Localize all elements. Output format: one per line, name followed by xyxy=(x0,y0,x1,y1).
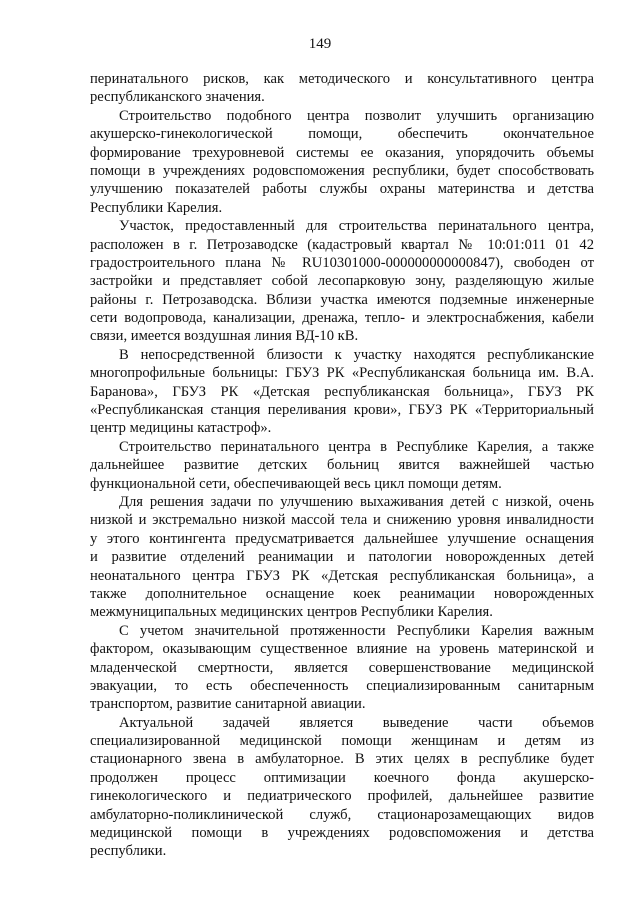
page-number: 149 xyxy=(308,36,332,52)
text-line: помощи в учреждениях родовспоможения республики, будет способствовать xyxy=(90,162,594,179)
text-line: градостроительного плана № RU10301000-000000000000847), свободен от xyxy=(90,254,594,271)
text-line: амбулаторно-поликлинической служб, стационарозамещающих видов xyxy=(90,806,594,823)
text-line: и развитие отделений реанимации и патологии новорожденных детей xyxy=(90,549,594,566)
text-line: функциональной сети, обеспечивающей весь цикл помощи детям. xyxy=(90,475,502,492)
text-line: многопрофильные больницы: ГБУЗ РК «Республиканская больница им. В.А. xyxy=(90,365,594,382)
text-line: связи, имеется воздушная линия ВД-10 кВ. xyxy=(90,328,359,345)
document-body xyxy=(90,70,594,861)
text-line: младенческой смертности, является совершенствование медицинской xyxy=(90,659,594,676)
text-line: эвакуации, то есть обеспеченность специализированным санитарным xyxy=(90,677,594,694)
text-line: Для решения задачи по улучшению выхаживания детей с низкой, очень xyxy=(119,493,594,510)
text-line: сети водопровода, канализации, дренажа, тепло- и электроснабжения, кабели xyxy=(90,310,594,327)
text-line: низкой и экстремально низкой массой тела и снижению уровня инвалидности xyxy=(90,512,594,529)
text-line: акушерско-гинекологической помощи, обеспечить окончательное xyxy=(90,126,594,143)
text-line: транспортом, развитие санитарной авиации. xyxy=(90,696,366,713)
text-line: Строительство перинатального центра в Республике Карелия, а также xyxy=(119,438,594,455)
text-line: республиканского значения. xyxy=(90,89,265,106)
text-line: районы г. Петрозаводска. Вблизи участка имеются подземные инженерные xyxy=(90,291,594,308)
text-line: у этого контингента предусматривается дальнейшее улучшение оснащения xyxy=(90,530,594,547)
text-line: фактором, оказывающим существенное влияние на уровень материнской и xyxy=(90,641,594,658)
text-line: застройки и представляет собой лесопарковую зону, разделяющую жилые xyxy=(90,273,594,290)
text-line: дальнейшее развитие детских больниц явится важнейшей частью xyxy=(90,457,594,474)
text-line: гинекологического и педиатрического профилей, дальнейшее развитие xyxy=(90,788,594,805)
text-line: улучшению показателей работы службы охраны материнства и детства xyxy=(90,181,594,198)
text-line: межмуниципальных медицинских центров Республики Карелия. xyxy=(90,604,493,621)
text-line: В непосредственной близости к участку находятся республиканские xyxy=(119,346,594,363)
text-line: продолжен процесс оптимизации коечного фонда акушерско- xyxy=(90,769,594,786)
text-line: специализированной медицинской помощи женщинам и детям из xyxy=(90,733,594,750)
text-line: республики. xyxy=(90,843,167,860)
text-line: С учетом значительной протяженности Республики Карелия важным xyxy=(119,622,594,639)
text-line: Участок, предоставленный для строительства перинатального центра, xyxy=(119,218,594,235)
text-line: «Республиканская станция переливания крови», ГБУЗ РК «Территориальный xyxy=(90,402,594,419)
text-line: Строительство подобного центра позволит улучшить организацию xyxy=(119,107,594,124)
text-line: расположен в г. Петрозаводске (кадастровый квартал № 10:01:011 01 42 xyxy=(90,236,594,253)
text-line: стационарного звена в амбулаторное. В этих целях в республике будет xyxy=(90,751,594,768)
text-line: перинатального рисков, как методического и консультативного центра xyxy=(90,71,594,87)
text-line: центр медицины катастроф». xyxy=(90,420,272,437)
text-line: Республики Карелия. xyxy=(90,199,223,216)
text-line: Баранова», ГБУЗ РК «Детская республиканская больница», ГБУЗ РК xyxy=(90,383,594,400)
text-line: медицинской помощи в учреждениях родовспоможения и детства xyxy=(90,825,594,842)
text-line: неонатального центра ГБУЗ РК «Детская республиканская больница», а xyxy=(90,567,594,584)
text-line: Актуальной задачей является выведение части объемов xyxy=(119,714,594,731)
text-line: формирование трехуровневой системы ее оказания, упорядочить объемы xyxy=(90,144,594,161)
text-line: также дополнительное оснащение коек реанимации новорожденных xyxy=(90,585,594,602)
